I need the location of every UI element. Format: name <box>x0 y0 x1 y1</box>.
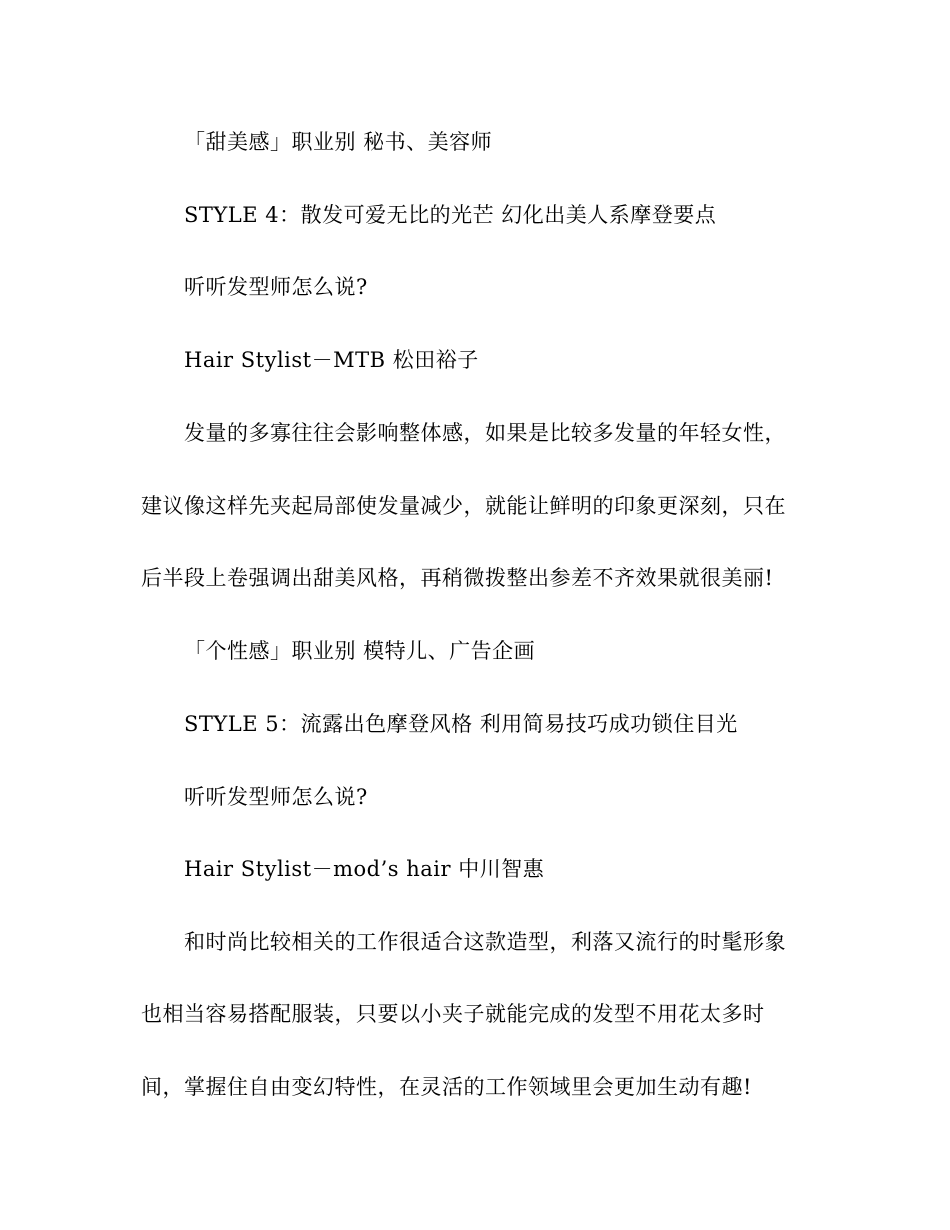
paragraph-line: 也相当容易搭配服装，只要以小夹子就能完成的发型不用花太多时 <box>141 1002 765 1026</box>
style-5-title: STYLE 5：流露出色摩登风格 利用简易技巧成功锁住目光 <box>184 712 738 736</box>
section-heading-personality: 「个性感」职业别 模特儿、广告企画 <box>184 639 536 663</box>
paragraph-line: 间，掌握住自由变幻特性，在灵活的工作领域里会更加生动有趣! <box>141 1075 752 1099</box>
section-heading-sweet: 「甜美感」职业别 秘书、美容师 <box>184 130 493 154</box>
style-4-title: STYLE 4：散发可爱无比的光芒 幻化出美人系摩登要点 <box>184 203 717 227</box>
stylist-credit: Hair Stylist－MTB 松田裕子 <box>184 348 479 372</box>
paragraph-line: 后半段上卷强调出甜美风格，再稍微拨整出参差不齐效果就很美丽! <box>141 566 774 590</box>
stylist-prompt: 听听发型师怎么说? <box>184 275 368 299</box>
paragraph-line: 建议像这样先夹起局部使发量减少，就能让鲜明的印象更深刻，只在 <box>141 494 786 518</box>
paragraph-line: 和时尚比较相关的工作很适合这款造型，利落又流行的时髦形象 <box>184 930 786 954</box>
stylist-credit: Hair Stylist－mod’s hair 中川智惠 <box>184 857 545 881</box>
stylist-prompt: 听听发型师怎么说? <box>184 785 368 809</box>
paragraph-line: 发量的多寡往往会影响整体感，如果是比较多发量的年轻女性， <box>184 421 786 445</box>
